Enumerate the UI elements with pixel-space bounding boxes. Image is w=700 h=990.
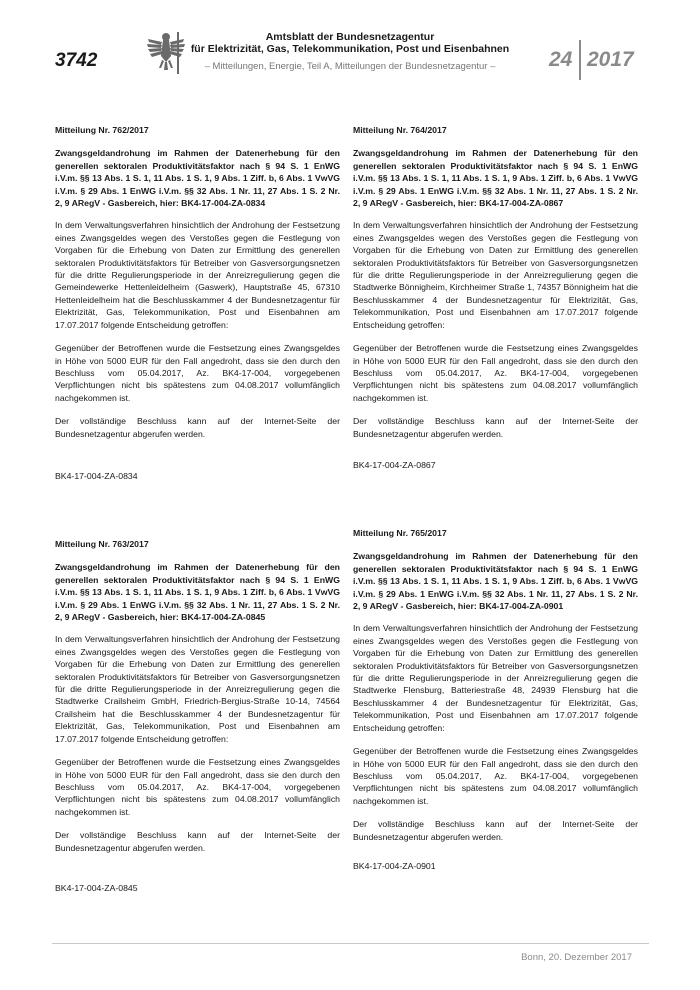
footer-divider bbox=[52, 943, 649, 944]
notice-paragraph: In dem Verwaltungsverfahren hinsichtlich der Androhung der Festsetzung eines Zwangsgeldes wegen des Verstoßes gegen die Festlegung von Vorgaben für die Erhebung von Daten zur Ermittlung des generellen sektoralen Produktivitätsfaktors für Betreiber von Gasversorgungsnetzen für die dritte Regulierungsperiode in der Anreizregulierung gegen die Stadtwerke Flensburg, Batteriestraße 48, 24939 Flensburg hat die Beschlusskammer 4 der Bundesnetzagentur für Elektrizität, Gas, Telekommunikation, Post und Eisenbahnen am 17.07.2017 folgende Entscheidung getroffen: bbox=[353, 623, 638, 733]
notice-subject: Zwangsgeldandrohung im Rahmen der Datenerhebung für den generellen sektoralen Produktivitätsfaktor nach § 94 S. 1 EnWG i.V.m. §§ 13 Abs. 1 S. 1, 11 Abs. 1 S. 1, 9 Abs. 1 Ziff. b, 6 Abs. 1 VwVG i.V.m. § 29 Abs. 1 EnWG i.V.m. §§ 32 Abs. 1 Nr. 11, 27 Abs. 1 S. 2 Nr. 2, 9 ARegV - Gasbereich, hier: BK4-17-004-ZA-0901 bbox=[353, 551, 638, 612]
notice-paragraph: In dem Verwaltungsverfahren hinsichtlich der Androhung der Festsetzung eines Zwangsgeldes wegen des Verstoßes gegen die Festlegung von Vorgaben für die Erhebung von Daten zur Ermittlung des generellen sektoralen Produktivitätsfaktors für Betreiber von Gasversorgungsnetzen für die dritte Regulierungsperiode in der Anreizregulierung gegen die Stadtwerke Crailsheim GmbH, Friedrich-Bergius-Straße 10-14, 74564 Crailsheim hat die Beschlusskammer 4 der Bundesnetzagentur für Elektrizität, Gas, Telekommunikation, Post und Eisenbahnen am 17.07.2017 folgende Entscheidung getroffen: bbox=[55, 634, 340, 744]
notice-subject: Zwangsgeldandrohung im Rahmen der Datenerhebung für den generellen sektoralen Produktivitätsfaktor nach § 94 S. 1 EnWG i.V.m. §§ 13 Abs. 1 S. 1, 11 Abs. 1 S. 1, 9 Abs. 1 Ziff. b, 6 Abs. 1 VwVG i.V.m. § 29 Abs. 1 EnWG i.V.m. §§ 32 Abs. 1 Nr. 11, 27 Abs. 1 S. 2 Nr. 2, 9 ARegV - Gasbereich, hier: BK4-17-004-ZA-0867 bbox=[353, 148, 638, 209]
notice-paragraph: In dem Verwaltungsverfahren hinsichtlich der Androhung der Festsetzung eines Zwangsgeldes wegen des Verstoßes gegen die Festlegung von Vorgaben für die Erhebung von Daten zur Ermittlung des generellen sektoralen Produktivitätsfaktors für Betreiber von Gasversorgungsnetzen für die dritte Regulierungsperiode in der Anreizregulierung gegen die Gemeindewerke Hettenleidelheim (Gaswerk), Hauptstraße 45, 67310 Hettenleidelheim hat die Beschlusskammer 4 der Bundesnetzagentur für Elektrizität, Gas, Telekommunikation, Post und Eisenbahnen am 17.07.2017 folgende Entscheidung getroffen: bbox=[55, 220, 340, 330]
gazette-title: Amtsblatt der Bundesnetzagentur bbox=[265, 31, 435, 43]
notice-paragraph: Der vollständige Beschluss kann auf der Internet-Seite der Bundesnetzagentur abgerufen werden. bbox=[353, 819, 638, 842]
page-number: 3742 bbox=[55, 50, 98, 71]
notice-paragraph: Gegenüber der Betroffenen wurde die Festsetzung eines Zwangsgeldes in Höhe von 5000 EUR für den Fall angedroht, dass sie den durch den Beschluss vom 05.04.2017, Az. BK4-17-004, vorgegebenen Verpflichtungen nicht bis spätestens zum 04.08.2017 vollumfänglich nachgekommen ist. bbox=[55, 757, 340, 817]
notice-reference: BK4-17-004-ZA-0834 bbox=[55, 471, 138, 481]
notice-764 bbox=[353, 124, 638, 440]
gazette-section: – Mitteilungen, Energie, Teil A, Mitteilungen der Bundesnetzagentur – bbox=[204, 61, 496, 72]
notice-paragraph: Der vollständige Beschluss kann auf der Internet-Seite der Bundesnetzagentur abgerufen werden. bbox=[55, 416, 340, 439]
issue-divider bbox=[579, 40, 581, 80]
notice-763-reference-block bbox=[55, 882, 340, 894]
notice-paragraph: In dem Verwaltungsverfahren hinsichtlich der Androhung der Festsetzung eines Zwangsgeldes wegen des Verstoßes gegen die Festlegung von Vorgaben für die Erhebung von Daten zur Ermittlung des generellen sektoralen Produktivitätsfaktors für Betreiber von Gasversorgungsnetzen für die dritte Regulierungsperiode in der Anreizregulierung gegen die Stadtwerke Bönnigheim, Kirchheimer Straße 1, 74357 Bönnigheim hat die Beschlusskammer 4 der Bundesnetzagentur für Elektrizität, Gas, Telekommunikation, Post und Eisenbahnen am 17.07.2017 folgende Entscheidung getroffen: bbox=[353, 220, 638, 330]
notice-label: Mitteilung Nr. 765/2017 bbox=[353, 528, 447, 538]
notice-reference: BK4-17-004-ZA-0845 bbox=[55, 883, 138, 893]
notice-764-reference-block bbox=[353, 459, 638, 471]
notice-subject: Zwangsgeldandrohung im Rahmen der Datenerhebung für den generellen sektoralen Produktivitätsfaktor nach § 94 S. 1 EnWG i.V.m. §§ 13 Abs. 1 S. 1, 11 Abs. 1 S. 1, 9 Abs. 1 Ziff. b, 6 Abs. 1 VwVG i.V.m. § 29 Abs. 1 EnWG i.V.m. §§ 32 Abs. 1 Nr. 11, 27 Abs. 1 S. 2 Nr. 2, 9 ARegV - Gasbereich, hier: BK4-17-004-ZA-0845 bbox=[55, 562, 340, 623]
gazette-title-sub: für Elektrizität, Gas, Telekommunikation, Post und Eisenbahnen bbox=[190, 43, 510, 55]
notice-label: Mitteilung Nr. 764/2017 bbox=[353, 125, 447, 135]
notice-paragraph: Gegenüber der Betroffenen wurde die Festsetzung eines Zwangsgeldes in Höhe von 5000 EUR für den Fall angedroht, dass sie den durch den Beschluss vom 05.04.2017, Az. BK4-17-004, vorgegebenen Verpflichtungen nicht bis spätestens zum 04.08.2017 vollumfänglich nachgekommen ist. bbox=[353, 746, 638, 806]
notice-765-reference-block bbox=[353, 860, 638, 872]
notice-subject: Zwangsgeldandrohung im Rahmen der Datenerhebung für den generellen sektoralen Produktivitätsfaktor nach § 94 S. 1 EnWG i.V.m. §§ 13 Abs. 1 S. 1, 11 Abs. 1 S. 1, 9 Abs. 1 Ziff. b, 6 Abs. 1 VwVG i.V.m. § 29 Abs. 1 EnWG i.V.m. §§ 32 Abs. 1 Nr. 11, 27 Abs. 1 S. 2 Nr. 2, 9 ARegV - Gasbereich, hier: BK4-17-004-ZA-0834 bbox=[55, 148, 340, 209]
notice-reference: BK4-17-004-ZA-0867 bbox=[353, 460, 436, 470]
notice-762-reference-block bbox=[55, 470, 340, 482]
notice-paragraph: Gegenüber der Betroffenen wurde die Festsetzung eines Zwangsgeldes in Höhe von 5000 EUR für den Fall angedroht, dass sie den durch den Beschluss vom 05.04.2017, Az. BK4-17-004, vorgegebenen Verpflichtungen nicht bis spätestens zum 04.08.2017 vollumfänglich nachgekommen ist. bbox=[353, 343, 638, 403]
notice-paragraph: Der vollständige Beschluss kann auf der Internet-Seite der Bundesnetzagentur abgerufen werden. bbox=[55, 830, 340, 853]
notice-label: Mitteilung Nr. 763/2017 bbox=[55, 539, 149, 549]
notice-label: Mitteilung Nr. 762/2017 bbox=[55, 125, 149, 135]
notice-763 bbox=[55, 538, 340, 854]
notice-paragraph: Der vollständige Beschluss kann auf der Internet-Seite der Bundesnetzagentur abgerufen werden. bbox=[353, 416, 638, 439]
issue-year: 2017 bbox=[587, 48, 634, 71]
notice-paragraph: Gegenüber der Betroffenen wurde die Festsetzung eines Zwangsgeldes in Höhe von 5000 EUR für den Fall angedroht, dass sie den durch den Beschluss vom 05.04.2017, Az. BK4-17-004, vorgegebenen Verpflichtungen nicht bis spätestens zum 04.08.2017 vollumfänglich nachgekommen ist. bbox=[55, 343, 340, 403]
footer-date: Bonn, 20. Dezember 2017 bbox=[521, 952, 632, 963]
notice-reference: BK4-17-004-ZA-0901 bbox=[353, 861, 436, 871]
notice-762 bbox=[55, 124, 340, 440]
notice-765 bbox=[353, 527, 638, 843]
issue-number: 24 bbox=[549, 48, 573, 71]
